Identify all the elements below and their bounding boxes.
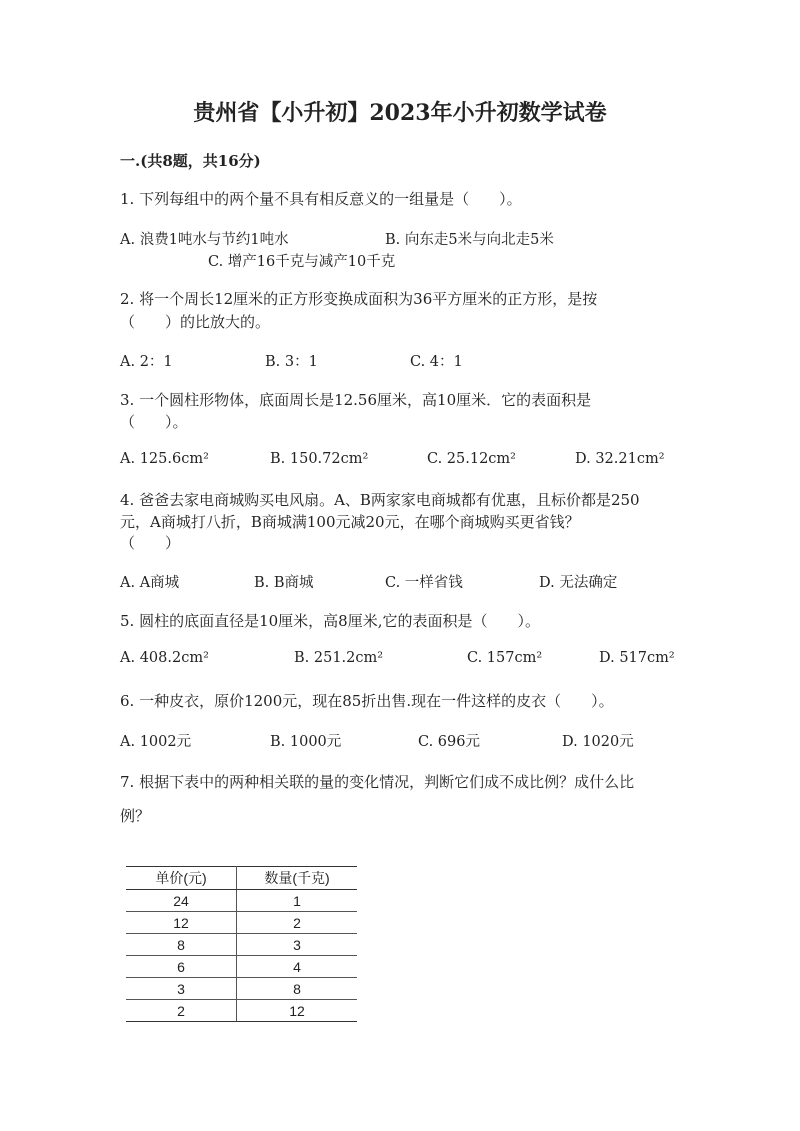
table-row — [126, 1000, 357, 1022]
table-cell-quantity: 2 — [237, 912, 358, 934]
question-7-text-line2: 例？ — [120, 807, 151, 825]
question-1-option-c: C. 增产16千克与减产10千克 — [208, 254, 396, 270]
question-3-option-c: C. 25.12cm² — [427, 451, 516, 467]
table-cell-unit-price: 8 — [126, 934, 237, 956]
question-5-option-b: B. 251.2cm² — [294, 650, 384, 666]
question-6-option-d: D. 1020元 — [562, 734, 634, 750]
question-4-option-a: A. A商城 — [120, 575, 180, 591]
question-3-text-line1: 3. 一个圆柱形物体，底面周长是12.56厘米，高10厘米．它的表面积是 — [120, 391, 592, 409]
page-title: 贵州省【小升初】2023年小升初数学试卷 — [193, 100, 607, 126]
table-cell-unit-price: 6 — [126, 956, 237, 978]
price-quantity-table — [126, 866, 357, 1022]
question-4-option-b: B. B商城 — [254, 575, 314, 591]
question-5-option-a: A. 408.2cm² — [120, 650, 209, 666]
table-row — [126, 934, 357, 956]
table-row — [126, 890, 357, 912]
question-6-option-b: B. 1000元 — [270, 734, 342, 750]
question-6-option-a: A. 1002元 — [120, 734, 192, 750]
question-3-option-b: B. 150.72cm² — [270, 451, 369, 467]
question-6-text: 6. 一种皮衣，原价1200元，现在85折出售.现在一件这样的皮衣（ ）。 — [120, 692, 614, 710]
table-header-row — [126, 867, 357, 890]
table-cell-unit-price: 2 — [126, 1000, 237, 1022]
table-header-quantity: 数量(千克) — [237, 867, 358, 890]
question-5-text: 5. 圆柱的底面直径是10厘米，高8厘米,它的表面积是（ ）。 — [120, 612, 540, 630]
table-cell-quantity: 3 — [237, 934, 358, 956]
question-1-text: 1. 下列每组中的两个量不具有相反意义的一组量是（ ）。 — [120, 190, 522, 208]
question-2-option-b: B. 3：1 — [265, 354, 318, 370]
question-1-option-b: B. 向东走5米与向北走5米 — [385, 232, 554, 248]
question-6-option-c: C. 696元 — [418, 734, 480, 750]
question-3-option-d: D. 32.21cm² — [575, 451, 665, 467]
table-cell-quantity: 1 — [237, 890, 358, 912]
question-2-text-line1: 2. 将一个周长12厘米的正方形变换成面积为36平方厘米的正方形，是按 — [120, 290, 598, 308]
table-cell-unit-price: 24 — [126, 890, 237, 912]
table-row — [126, 978, 357, 1000]
question-2-option-c: C. 4：1 — [410, 354, 463, 370]
table-row — [126, 956, 357, 978]
section-heading: 一.(共8题，共16分) — [120, 152, 261, 170]
table-header-unit-price: 单价(元) — [126, 867, 237, 890]
question-1-option-a: A. 浪费1吨水与节约1吨水 — [120, 232, 289, 248]
question-4-option-d: D. 无法确定 — [539, 575, 618, 591]
table-row — [126, 912, 357, 934]
question-4-text-line3: （ ） — [120, 534, 181, 552]
table-cell-quantity: 8 — [237, 978, 358, 1000]
question-3-text-line2: （ ）。 — [120, 413, 188, 431]
question-4-text-line2: 元，A商城打八折，B商城满100元减20元，在哪个商城购买更省钱？ — [120, 513, 580, 531]
question-5-option-d: D. 517cm² — [599, 650, 675, 666]
table-cell-quantity: 12 — [237, 1000, 358, 1022]
table-cell-quantity: 4 — [237, 956, 358, 978]
question-2-option-a: A. 2：1 — [120, 354, 173, 370]
question-7-text-line1: 7. 根据下表中的两种相关联的量的变化情况，判断它们成不成比例？成什么比 — [120, 773, 635, 791]
question-4-option-c: C. 一样省钱 — [385, 575, 463, 591]
question-3-option-a: A. 125.6cm² — [120, 451, 209, 467]
table-cell-unit-price: 12 — [126, 912, 237, 934]
question-2-text-line2: （ ）的比放大的。 — [120, 313, 271, 331]
table-cell-unit-price: 3 — [126, 978, 237, 1000]
question-4-text-line1: 4. 爸爸去家电商城购买电风扇。A、B两家家电商城都有优惠，且标价都是250 — [120, 491, 640, 509]
question-5-option-c: C. 157cm² — [467, 650, 543, 666]
